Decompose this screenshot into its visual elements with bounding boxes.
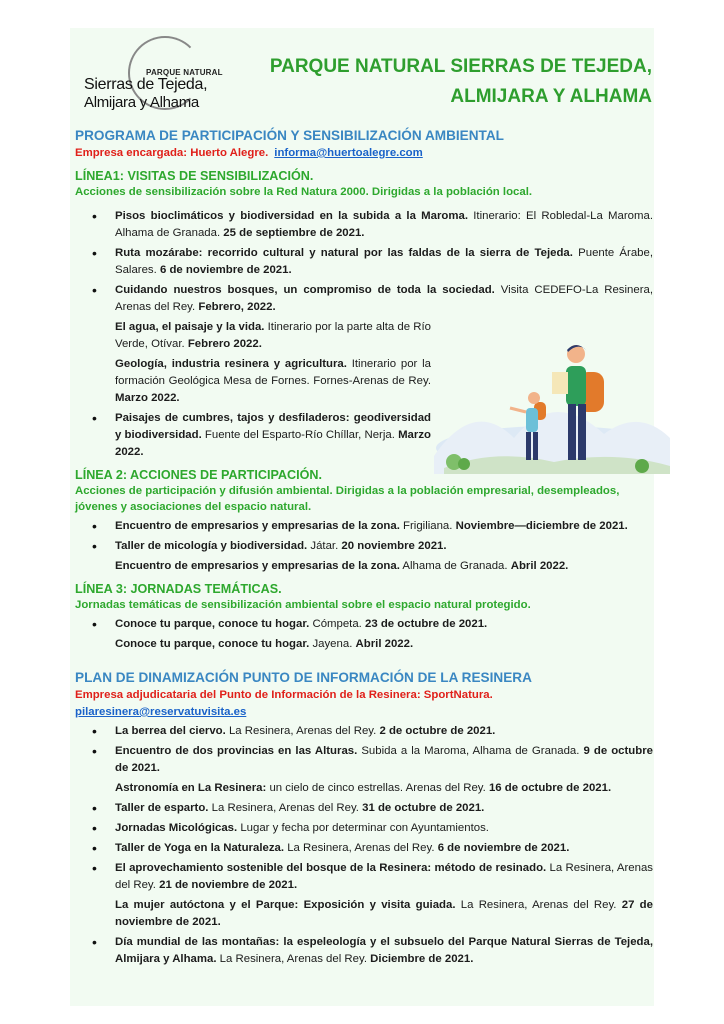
list-item: • Jornadas Micológicas. Lugar y fecha por determinar con Ayuntamientos. <box>75 820 653 837</box>
list-item: • Conoce tu parque, conoce tu hogar. Cómpeta. 23 de octubre de 2021. <box>75 616 653 633</box>
main-content <box>75 127 653 971</box>
program-company: Empresa encargada: Huerto Alegre. <box>75 147 269 159</box>
list-item: • Pisos bioclimáticos y biodiversidad en la subida a la Maroma. Itinerario: El Robledal-La Maroma. Alhama de Granada. 25 de septiembre de 2021. <box>75 208 653 242</box>
list-item: Astronomía en La Resinera: un cielo de cinco estrellas. Arenas del Rey. 16 de octubre de 2021. <box>115 782 612 794</box>
list-item: • El aprovechamiento sostenible del bosque de la Resinera: método de resinado. La Resinera, Arenas del Rey. 21 de noviembre de 2021. <box>75 860 653 894</box>
list-item: La mujer autóctona y el Parque: Exposición y visita guiada. La Resinera, Arenas del Rey. 27 de noviembre de 2021. <box>115 899 653 928</box>
program-title: PROGRAMA DE PARTICIPACIÓN Y SENSIBILIZACIÓN AMBIENTAL <box>75 128 504 143</box>
list-item: Geología, industria resinera y agricultura. Itinerario por la formación Geológica Mesa de Fornes. Fornes-Arenas de Rey. Marzo 2022. <box>115 358 431 404</box>
linea2-title: LÍNEA 2: ACCIONES DE PARTICIPACIÓN. <box>75 468 322 482</box>
list-item: • Cuidando nuestros bosques, un compromiso de toda la sociedad. Visita CEDEFO-La Resinera, Arenas del Rey. Febrero, 2022. <box>75 282 653 316</box>
list-item: • Taller de esparto. La Resinera, Arenas del Rey. 31 de octubre de 2021. <box>75 800 653 817</box>
list-item: Encuentro de empresarios y empresarias de la zona. Alhama de Granada. Abril 2022. <box>115 560 569 572</box>
page-title-line1: PARQUE NATURAL SIERRAS DE TEJEDA, <box>269 56 652 77</box>
linea3-subtitle: Jornadas temáticas de sensibilización ambiental sobre el espacio natural protegido. <box>75 599 531 611</box>
logo-line2: Almijara y Alhama <box>84 94 199 111</box>
linea3-list <box>75 616 653 653</box>
linea1-title: LÍNEA1: VISITAS DE SENSIBILIZACIÓN. <box>75 169 314 183</box>
linea1-list <box>75 208 653 461</box>
park-logo <box>84 36 230 114</box>
program-email-link[interactable]: informa@huertoalegre.com <box>274 147 423 159</box>
logo-line1: Sierras de Tejeda, <box>84 76 208 93</box>
plan-title: PLAN DE DINAMIZACIÓN PUNTO DE INFORMACIÓN DE LA RESINERA <box>75 670 532 685</box>
list-item: Conoce tu parque, conoce tu hogar. Jayena. Abril 2022. <box>115 638 414 650</box>
linea2-subtitle: Acciones de participación y difusión ambiental. Dirigidas a la población empresarial, desempleados, jóvenes y asociaciones del espacio natural. <box>75 485 620 513</box>
list-item: • Paisajes de cumbres, tajos y desfiladeros: geodiversidad y biodiversidad. Fuente del Esparto-Río Chíllar, Nerja. Marzo 2022. <box>75 410 431 461</box>
linea1-subtitle: Acciones de sensibilización sobre la Red Natura 2000. Dirigidas a la población local. <box>75 186 533 198</box>
plan-list <box>75 723 653 968</box>
list-item: • La berrea del ciervo. La Resinera, Arenas del Rey. 2 de octubre de 2021. <box>75 723 653 740</box>
plan-email-link[interactable]: pilaresinera@reservatuvisita.es <box>75 706 247 718</box>
list-item: • Taller de micología y biodiversidad. Játar. 20 noviembre 2021. <box>75 538 653 555</box>
program-company-line <box>75 145 653 162</box>
list-item: • Ruta mozárabe: recorrido cultural y natural por las faldas de la sierra de Tejeda. Puente Árabe, Salares. 6 de noviembre de 2021. <box>75 245 653 279</box>
linea2-list <box>75 518 653 575</box>
list-item: • Encuentro de dos provincias en las Alturas. Subida a la Maroma, Alhama de Granada. 9 de octubre de 2021. <box>75 743 653 777</box>
list-item: El agua, el paisaje y la vida. Itinerario por la parte alta de Río Verde, Otívar. Febrero 2022. <box>115 321 431 350</box>
logo-small-text: PARQUE NATURAL <box>146 68 223 77</box>
list-item: • Taller de Yoga en la Naturaleza. La Resinera, Arenas del Rey. 6 de noviembre de 2021. <box>75 840 653 857</box>
linea3-title: LÍNEA 3: JORNADAS TEMÁTICAS. <box>75 582 282 596</box>
page-title-line2: ALMIJARA Y ALHAMA <box>450 86 652 107</box>
plan-company: Empresa adjudicataria del Punto de Información de la Resinera: SportNatura. <box>75 689 493 701</box>
list-item: • Día mundial de las montañas: la espeleología y el subsuelo del Parque Natural Sierras de Tejeda, Almijara y Alhama. La Resinera, Arenas del Rey. Diciembre de 2021. <box>75 934 653 968</box>
list-item: • Encuentro de empresarios y empresarias de la zona. Frigiliana. Noviembre—diciembre de 2021. <box>75 518 653 535</box>
